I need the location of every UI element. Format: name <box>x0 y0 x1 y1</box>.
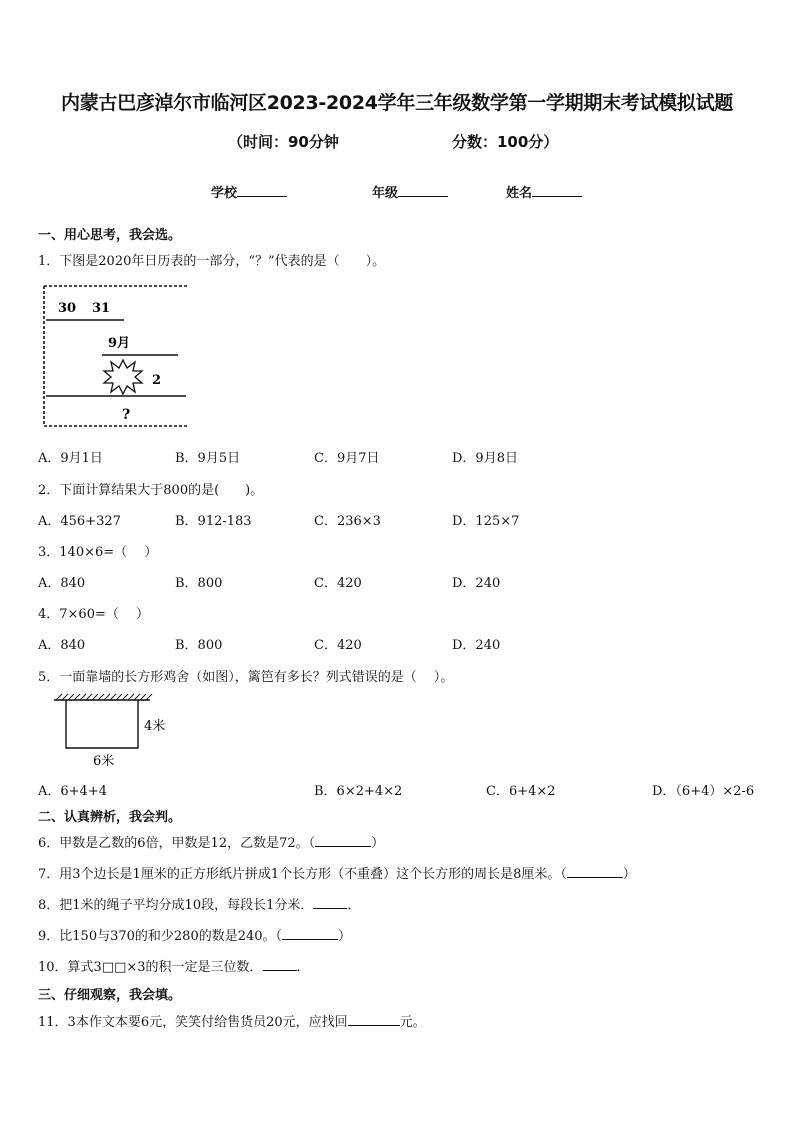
q4-option-d[interactable]: D．240 <box>452 638 501 653</box>
q1-option-b[interactable]: B．9月5日 <box>175 451 241 466</box>
calendar-figure <box>38 282 192 430</box>
fence-outline <box>66 700 138 748</box>
question-9-close: ） <box>338 929 352 944</box>
q1-option-d[interactable]: D．9月8日 <box>452 451 518 466</box>
question-7-text: 7．用3个边长是1厘米的正方形纸片拼成1个长方形（不重叠）这个长方形的周长是8厘米。（ <box>38 867 567 882</box>
q3-option-b[interactable]: B．800 <box>175 576 223 591</box>
fence-height-label: 4米 <box>144 719 166 734</box>
q2-option-c[interactable]: C．236×3 <box>314 514 381 529</box>
name-field[interactable] <box>506 182 582 201</box>
calendar-month-label: 9月 <box>108 336 131 351</box>
calendar-unknown-mark: ? <box>122 407 131 423</box>
q7-answer-blank[interactable] <box>567 865 623 878</box>
q5-option-b[interactable]: B．6×2+4×2 <box>314 784 403 799</box>
question-10 <box>38 956 310 975</box>
calendar-day-2: 2 <box>152 373 162 388</box>
section-heading-2: 二、认真辨析，我会判。 <box>38 810 182 825</box>
q4-option-b[interactable]: B．800 <box>175 638 223 653</box>
school-label: 学校 <box>211 186 238 201</box>
q3-option-a[interactable]: A．840 <box>38 576 86 591</box>
question-1-text: 1．下图是2020年日历表的一部分，“？”代表的是（ ）。 <box>38 254 386 269</box>
q5-option-c[interactable]: C．6+4×2 <box>486 784 556 799</box>
question-6 <box>38 832 384 851</box>
q1-option-a[interactable]: A．9月1日 <box>38 451 103 466</box>
question-4-text: 4．7×60=（ ） <box>38 607 150 622</box>
exam-score: 分数：100分） <box>452 133 559 151</box>
question-6-close: ） <box>371 836 385 851</box>
q6-answer-blank[interactable] <box>315 834 371 847</box>
question-11-text: 11．3本作文本要6元，笑笑付给售货员20元，应找回 <box>38 1015 348 1030</box>
question-9 <box>38 925 351 944</box>
q2-option-b[interactable]: B．912-183 <box>175 514 252 529</box>
question-11 <box>38 1011 426 1030</box>
school-blank[interactable] <box>237 184 287 197</box>
q1-option-c[interactable]: C．9月7日 <box>314 451 380 466</box>
q8-answer-blank[interactable] <box>313 896 347 909</box>
q2-option-a[interactable]: A．456+327 <box>38 514 121 529</box>
calendar-day-30: 30 <box>58 301 77 316</box>
question-5-text: 5．一面靠墙的长方形鸡舍（如图），篱笆有多长？列式错误的是（ ）。 <box>38 670 454 685</box>
grade-blank[interactable] <box>398 184 448 197</box>
q10-answer-blank[interactable] <box>263 958 297 971</box>
section-heading-3: 三、仔细观察，我会填。 <box>38 988 182 1003</box>
question-8-text: 8．把1米的绳子平均分成10段，每段长1分米． <box>38 898 314 913</box>
exam-time: （时间：90分钟 <box>228 133 339 151</box>
q4-option-c[interactable]: C．420 <box>314 638 362 653</box>
name-label: 姓名 <box>506 186 533 201</box>
question-10-end: ． <box>296 960 310 975</box>
question-9-text: 9．比150与370的和少280的数是240。（ <box>38 929 283 944</box>
page-title: 内蒙古巴彦淖尔市临河区2023-2024学年三年级数学第一学期期末考试模拟试题 <box>61 92 733 114</box>
question-6-text: 6．甲数是乙数的6倍，甲数是12，乙数是72。（ <box>38 836 316 851</box>
q9-answer-blank[interactable] <box>282 927 338 940</box>
chicken-coop-figure <box>52 692 176 770</box>
question-8-end: ． <box>347 898 361 913</box>
question-11-unit: 元。 <box>399 1015 426 1030</box>
q3-option-c[interactable]: C．420 <box>314 576 362 591</box>
starburst-icon <box>104 360 142 394</box>
wall-hatching <box>56 694 152 700</box>
q2-option-d[interactable]: D．125×7 <box>452 514 520 529</box>
school-field[interactable] <box>211 182 287 201</box>
question-8 <box>38 894 360 913</box>
question-7 <box>38 863 636 882</box>
q5-option-a[interactable]: A．6+4+4 <box>38 784 107 799</box>
question-3-text: 3．140×6=（ ） <box>38 545 158 560</box>
question-2-text: 2．下面计算结果大于800的是( )。 <box>38 483 264 498</box>
q11-answer-blank[interactable] <box>348 1013 400 1026</box>
fence-width-label: 6米 <box>93 754 115 769</box>
q3-option-d[interactable]: D．240 <box>452 576 501 591</box>
grade-label: 年级 <box>372 186 399 201</box>
question-7-close: ） <box>622 867 636 882</box>
q5-option-d[interactable]: D．（6+4）×2-6 <box>652 784 755 799</box>
name-blank[interactable] <box>532 184 582 197</box>
grade-field[interactable] <box>372 182 448 201</box>
q4-option-a[interactable]: A．840 <box>38 638 86 653</box>
question-10-text: 10．算式3□□×3的积一定是三位数． <box>38 960 263 975</box>
section-heading-1: 一、用心思考，我会选。 <box>38 228 182 243</box>
calendar-day-31: 31 <box>92 301 111 316</box>
